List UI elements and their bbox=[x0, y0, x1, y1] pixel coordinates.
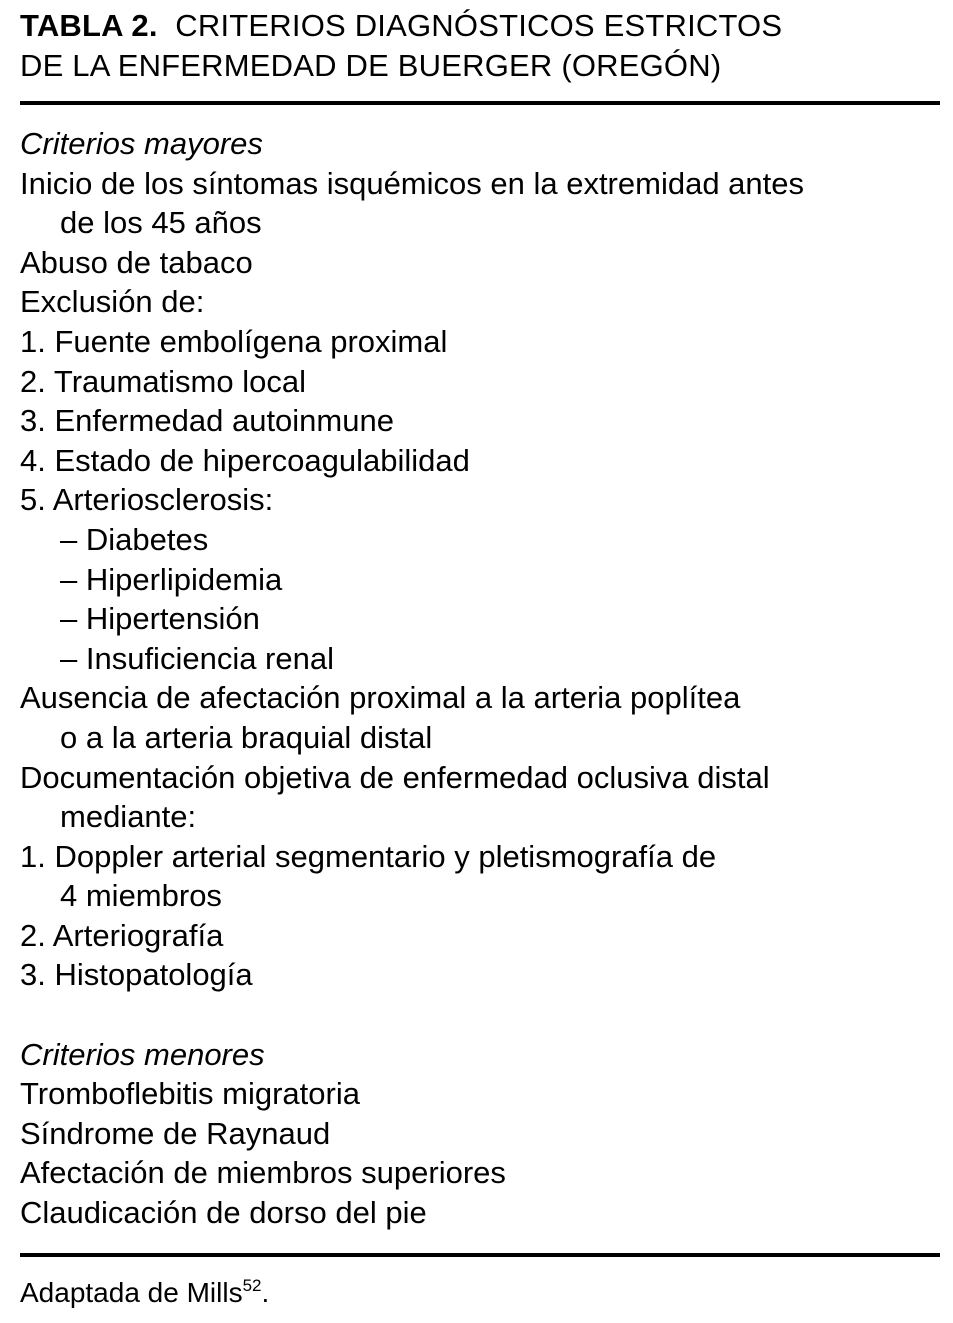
footnote-reference: 52 bbox=[242, 1276, 262, 1295]
documentation-item: 2. Arteriografía bbox=[20, 917, 224, 953]
arteriosclerosis-subitem: – Hipertensión bbox=[60, 601, 260, 637]
title-line-2: DE LA ENFERMEDAD DE BUERGER (OREGÓN) bbox=[20, 48, 722, 83]
title-line-1 bbox=[20, 6, 940, 46]
major-item: Ausencia de afectación proximal a la arteria poplítea bbox=[20, 680, 741, 716]
major-criteria-heading: Criterios mayores bbox=[20, 126, 263, 161]
table-body bbox=[20, 124, 940, 1233]
documentation-item-continuation: 4 miembros bbox=[60, 878, 222, 914]
footnote-period: . bbox=[261, 1277, 270, 1308]
exclusion-item: 1. Fuente embolígena proximal bbox=[20, 323, 448, 359]
minor-item: Tromboflebitis migratoria bbox=[20, 1076, 360, 1112]
documentation-item: 1. Doppler arterial segmentario y pletismografía de bbox=[20, 838, 717, 874]
table-footnote bbox=[20, 1275, 269, 1311]
exclusion-item: 3. Enfermedad autoinmune bbox=[20, 403, 394, 439]
minor-criteria-heading: Criterios menores bbox=[20, 1036, 265, 1072]
table-label: TABLA 2. bbox=[20, 8, 158, 43]
major-item-continuation: o a la arteria braquial distal bbox=[60, 719, 433, 755]
arteriosclerosis-subitem: – Insuficiencia renal bbox=[60, 640, 334, 676]
exclusion-item: 4. Estado de hipercoagulabilidad bbox=[20, 442, 470, 478]
exclusion-item: 2. Traumatismo local bbox=[20, 363, 306, 399]
major-item: Abuso de tabaco bbox=[20, 244, 253, 280]
top-rule bbox=[20, 101, 940, 105]
minor-item: Afectación de miembros superiores bbox=[20, 1155, 506, 1191]
major-item: Inicio de los síntomas isquémicos en la extremidad antes bbox=[20, 165, 805, 201]
arteriosclerosis-subitem: – Hiperlipidemia bbox=[60, 561, 283, 597]
section-spacer bbox=[20, 995, 940, 1035]
minor-item: Claudicación de dorso del pie bbox=[20, 1195, 427, 1231]
footnote-text: Adaptada de Mills bbox=[20, 1277, 243, 1308]
bottom-rule bbox=[20, 1253, 940, 1257]
table-title bbox=[20, 0, 940, 86]
exclusion-item: 5. Arteriosclerosis: bbox=[20, 482, 274, 518]
major-item-continuation: de los 45 años bbox=[60, 205, 262, 241]
major-item: Exclusión de: bbox=[20, 284, 205, 320]
documentation-item: 3. Histopatología bbox=[20, 957, 253, 993]
major-item-continuation: mediante: bbox=[60, 799, 197, 835]
arteriosclerosis-subitem: – Diabetes bbox=[60, 521, 209, 557]
title-text-1: CRITERIOS DIAGNÓSTICOS ESTRICTOS bbox=[175, 8, 783, 43]
table-page bbox=[20, 0, 940, 1308]
major-item: Documentación objetiva de enfermedad oclusiva distal bbox=[20, 759, 770, 795]
minor-item: Síndrome de Raynaud bbox=[20, 1115, 331, 1151]
